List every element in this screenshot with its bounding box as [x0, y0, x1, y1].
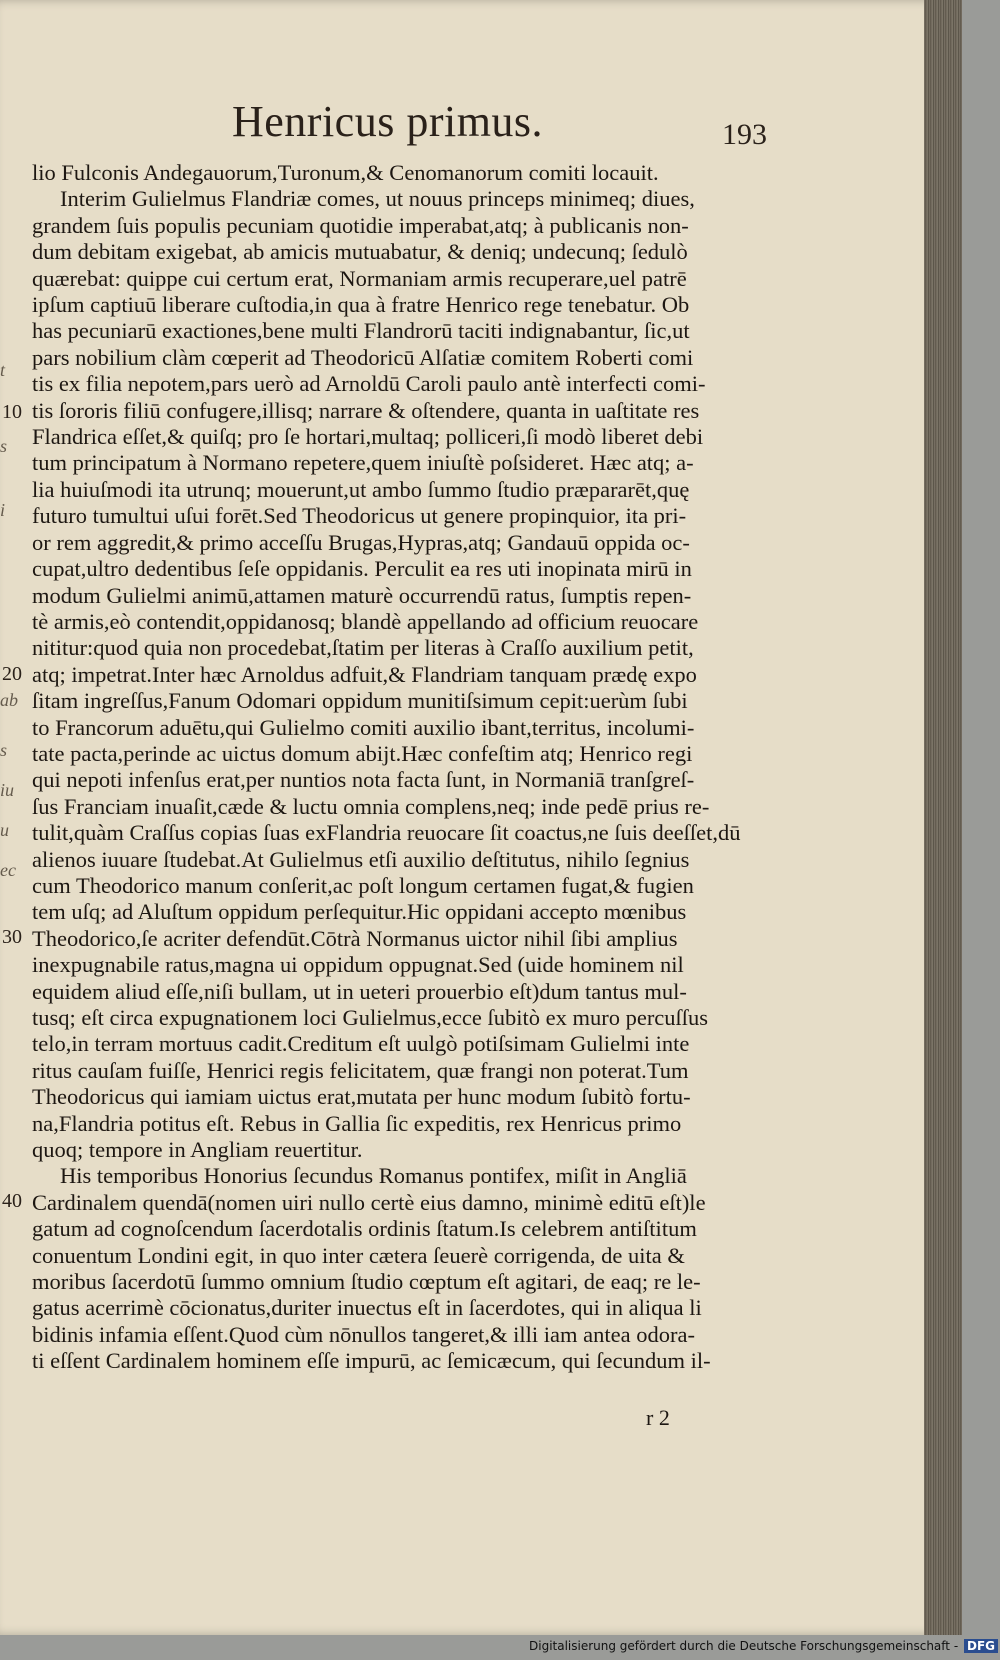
marginalia-bleed: t — [0, 360, 6, 380]
text-line: moribus ſacerdotū ſummo omnium ſtudio cœptum eſt agitari, de eaq; re le- — [32, 1269, 701, 1295]
text-line: gatus acerrimè cōcionatus,duriter inuectus eſt in ſacerdotes, qui in aliqua li — [32, 1295, 702, 1321]
text-line: inexpugnabile ratus,magna ui oppidum oppugnat.Sed (uide hominem nil — [32, 952, 684, 978]
text-line: gatum ad cognoſcendum ſacerdotalis ordinis ſtatum.Is celebrem antiſtitum — [32, 1216, 697, 1242]
text-line: ritus cauſam fuiſſe, Henrici regis felicitatem, quæ frangi non poterat.Tum — [32, 1057, 689, 1083]
text-line: grandem ſuis populis pecuniam quotidie imperabat,atq; à publicanis non- — [32, 212, 689, 238]
page-edge-stack — [924, 0, 962, 1635]
text-line: tè armis,eò contendit,oppidanosq; blandè appellando ad officium reuocare — [32, 608, 699, 634]
text-line: equidem aliud eſſe,niſi bullam, ut in ueteri prouerbio eſt)dum tantus mul- — [32, 978, 687, 1004]
text-line: or rem aggredit,& primo acceſſu Brugas,Hypras,atq; Gandauū oppida oc- — [32, 529, 690, 555]
running-head-title: Henricus primus. — [232, 97, 544, 146]
text-line: tem uſq; ad Aluſtum oppidum perſequitur.Hic oppidani accepto mœnibus — [32, 899, 687, 925]
text-line: cum Theodorico manum conſerit,ac poſt longum certamen fugat,& fugien — [32, 872, 694, 898]
text-line: Flandrica eſſet,& quiſq; pro ſe hortari,multaq; polliceri,ſi modò liberet debi — [32, 424, 704, 450]
page-number: 193 — [722, 118, 767, 151]
marginalia-bleed: s — [0, 436, 8, 456]
text-line: dum debitam exigebat, ab amicis mutuabatur, & deniq; undecunq; ſedulò — [32, 239, 688, 265]
marginalia-bleed: u — [0, 820, 9, 840]
text-line: ti eſſent Cardinalem hominem eſſe impurū, ac ſemicæcum, qui ſecundum il- — [32, 1348, 711, 1374]
text-line: has pecuniarū exactiones,bene multi Flandrorū taciti indignabantur, ſic,ut — [32, 318, 690, 344]
marginalia-bleed: s — [0, 740, 8, 760]
text-line: His temporibus Honorius ſecundus Romanus pontifex, miſit in Angliā — [60, 1163, 687, 1189]
text-line: bidinis infamia eſſent.Quod cùm nōnullos tangeret,& illi iam antea odora- — [32, 1321, 695, 1347]
line-number-40: 40 — [2, 1190, 22, 1212]
line-number-20: 20 — [2, 663, 22, 685]
body-text — [32, 160, 772, 1375]
text-line: lia huiuſmodi ita utrunq; mouerunt,ut ambo ſummo ſtudio præpararēt,quę — [32, 476, 690, 502]
marginalia-bleed: iu — [0, 780, 15, 800]
text-line: to Francorum aduētu,qui Gulielmo comiti auxilio ibant,territus, incolumi- — [32, 714, 695, 740]
text-line: Theodorico,ſe acriter defendūt.Cōtrà Normanus uictor nihil ſibi amplius — [32, 925, 678, 951]
footer-text: Digitalisierung gefördert durch die Deutsche Forschungsgemeinschaft - — [529, 1639, 959, 1653]
text-line: Interim Gulielmus Flandriæ comes, ut nouus princeps minimeq; diues, — [60, 186, 695, 212]
line-number-30: 30 — [2, 926, 22, 948]
text-line: tusq; eſt circa expugnationem loci Gulielmus,ecce ſubitò ex muro percuſſus — [32, 1005, 709, 1030]
text-line: ipſum captiuū liberare cuſtodia,in qua à fratre Henrico rege tenebatur. Ob — [32, 292, 690, 318]
text-line: qui nepoti infenſus erat,per nuntios nota facta ſunt, in Normaniā tranſgreſ- — [32, 767, 695, 793]
text-line: modum Gulielmi animū,attamen maturè occurrendū ratus, ſumptis repen- — [32, 582, 692, 608]
text-line: cupat,ultro dedentibus ſeſe oppidanis. Perculit ea res uti inopinata mirū in — [32, 556, 692, 582]
line-number-10: 10 — [2, 401, 22, 423]
text-line: tulit,quàm Craſſus copias ſuas exFlandria reuocare ſit coactus,ne ſuis deeſſet,dū — [32, 820, 741, 846]
text-line: nititur:quod quia non procedebat,ſtatim per literas à Craſſo auxilium petit, — [32, 635, 694, 661]
text-line: telo,in terram mortuus cadit.Creditum eſt uulgò potiſsimam Gulielmi inte — [32, 1031, 690, 1057]
dfg-logo-icon: DFG — [964, 1639, 998, 1653]
marginalia-bleed: i — [0, 500, 6, 520]
text-line: alienos iuuare ſtudebat.At Gulielmus etſi auxilio deſtitutus, nihilo ſegnius — [32, 846, 690, 872]
text-line: Theodoricus qui iamiam uictus erat,mutata per hunc modum ſubitò fortu- — [32, 1084, 691, 1110]
text-line: Cardinalem quendā(nomen uiri nullo certè eius damno, minimè editū eſt)le — [32, 1189, 706, 1215]
text-line: pars nobilium clàm cœperit ad Theodoricū Alſatiæ comitem Roberti comi — [32, 344, 694, 370]
text-line: lio Fulconis Andegauorum,Turonum,& Cenomanorum comiti locauit. — [32, 160, 659, 185]
text-line: tate pacta,perinde ac uictus domum abijt.Hæc confeſtim atq; Henrico regi — [32, 740, 693, 766]
text-line: quærebat: quippe cui certum erat, Normaniam armis recuperare,uel patrē — [32, 265, 687, 291]
text-line: atq; impetrat.Inter hæc Arnoldus adfuit,& Flandriam tanquam prædę expo — [32, 661, 697, 687]
text-line: quoq; tempore in Angliam reuertitur. — [32, 1137, 363, 1163]
text-line: na,Flandria potitus eſt. Rebus in Gallia ſic expeditis, rex Henricus primo — [32, 1110, 682, 1136]
marginalia-bleed: ec — [0, 860, 16, 880]
text-line: futuro tumultui uſui forēt.Sed Theodoricus ut genere propinquior, ita pri- — [32, 503, 687, 529]
text-line: conuentum Londini egit, in quo inter cætera ſeuerè corrigenda, de uita & — [32, 1242, 685, 1268]
text-line: tum principatum à Normano repetere,quem iniuſtè poſsideret. Hæc atq; a- — [32, 450, 694, 476]
text-line: ſitam ingreſſus,Fanum Odomari oppidum munitiſsimum cepit:uerùm ſubi — [32, 688, 688, 714]
signature-mark: r 2 — [646, 1405, 670, 1430]
digitization-footer — [529, 1639, 998, 1653]
text-line: tis ex filia nepotem,pars uerò ad Arnoldū Caroli paulo antè interfecti comi- — [32, 371, 706, 397]
text-line: ſus Franciam inuaſit,cæde & luctu omnia complens,neq; inde pedē prius re- — [32, 793, 710, 819]
marginalia-bleed: ab — [0, 690, 18, 710]
text-line: tis ſororis filiū confugere,illisq; narrare & oſtendere, quanta in uaſtitate res — [32, 397, 700, 423]
